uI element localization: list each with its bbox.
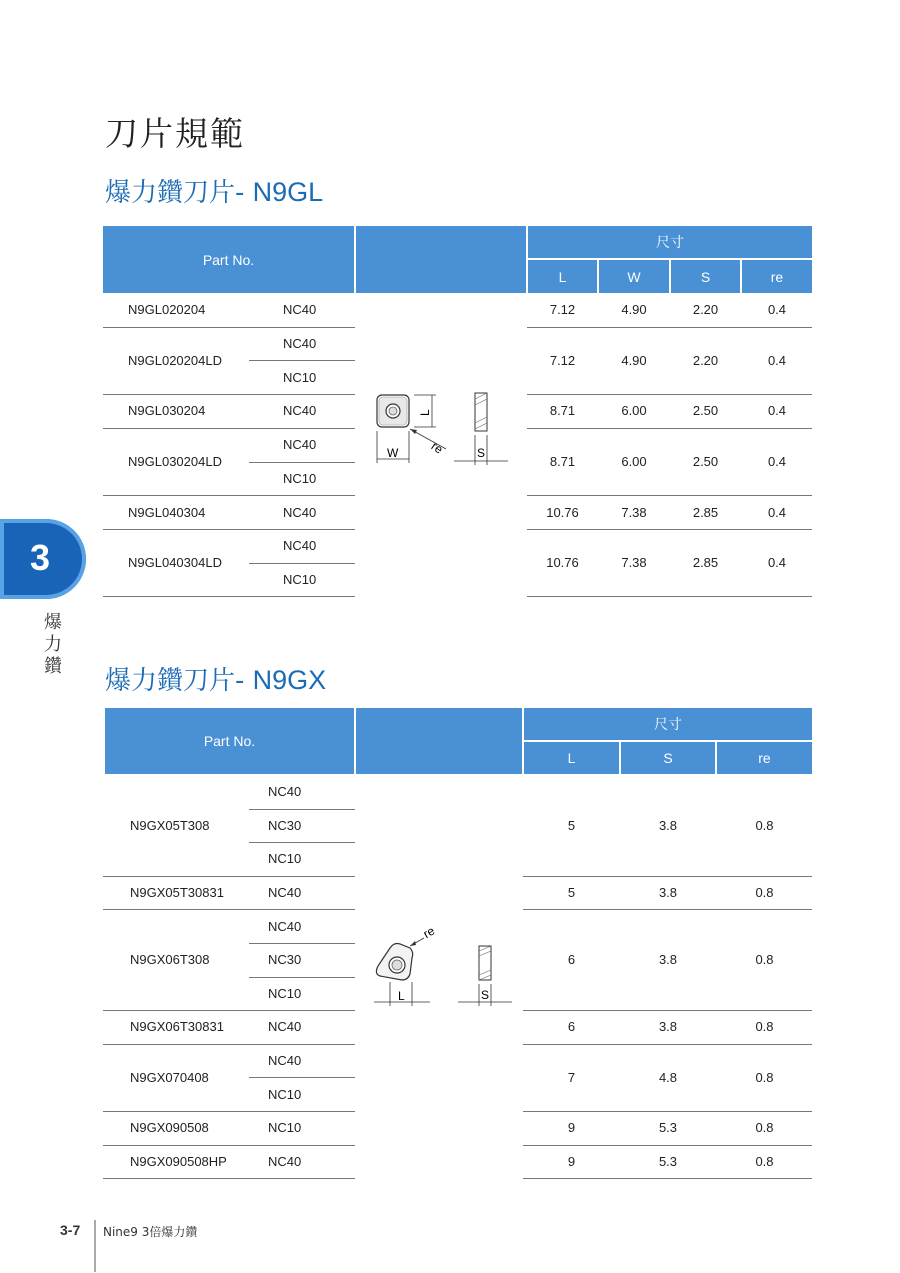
dim-L: 7.12	[549, 352, 576, 368]
dim-re: 0.4	[767, 302, 787, 318]
dim-re: 0.4	[767, 504, 787, 520]
dim-W: 7.38	[621, 555, 647, 571]
grade: NC10	[268, 1120, 302, 1136]
page-number: 3-7	[60, 1222, 81, 1238]
diagram-label-S: S	[477, 446, 486, 460]
col-header-dims: 尺寸	[528, 226, 812, 258]
col-header-re: re	[742, 260, 812, 293]
grade: NC40	[268, 784, 302, 800]
dim-re: 0.8	[755, 817, 774, 833]
chapter-number: 3	[30, 537, 51, 578]
dim-S: 3.8	[658, 885, 678, 901]
dim-S: 5.3	[658, 1153, 678, 1169]
dim-S: 2.20	[692, 302, 719, 318]
col-header-L: L	[528, 260, 597, 293]
dim-S: 4.8	[658, 1069, 678, 1085]
section-title-cn: 爆力鑽刀片-	[105, 178, 253, 208]
grade: NC40	[283, 336, 317, 352]
grade: NC10	[283, 470, 317, 486]
chapter-tab	[0, 519, 86, 599]
row-divider	[103, 596, 355, 597]
grade: NC40	[268, 1153, 302, 1169]
part-number: N9GX06T30831	[130, 1019, 224, 1035]
grade: NC10	[268, 851, 302, 867]
dim-L: 8.71	[549, 403, 576, 419]
part-number: N9GX090508HP	[130, 1153, 227, 1169]
grade: NC40	[283, 538, 317, 554]
dim-re: 0.8	[755, 1069, 774, 1085]
dim-S: 5.3	[658, 1120, 678, 1136]
col-header-image	[356, 708, 522, 774]
dim-S: 3.8	[658, 1019, 678, 1035]
grade: NC10	[268, 985, 302, 1001]
col-header-L: L	[524, 742, 619, 774]
dim-S: 3.8	[658, 817, 678, 833]
dim-W: 6.00	[621, 403, 647, 419]
dim-re: 0.8	[755, 1019, 774, 1035]
dim-W: 7.38	[621, 504, 647, 520]
part-number: N9GL030204	[128, 403, 206, 419]
grade: NC40	[268, 1053, 302, 1069]
dim-L: 9	[567, 1153, 576, 1169]
n9gx-insert-diagram	[368, 918, 516, 1010]
dim-re: 0.4	[767, 352, 787, 368]
section-title-n9gx	[105, 660, 326, 697]
grade: NC40	[268, 885, 302, 901]
diagram-label-S: S	[481, 988, 490, 1002]
col-header-part: Part No.	[105, 708, 354, 774]
dim-re: 0.8	[755, 1153, 774, 1169]
grade: NC30	[268, 817, 302, 833]
dim-L: 10.76	[546, 555, 579, 571]
diagram-label-L: L	[418, 409, 432, 416]
part-number: N9GX070408	[130, 1069, 209, 1085]
dim-S: 2.20	[692, 352, 719, 368]
diagram-label-L: L	[398, 989, 405, 1003]
dim-L: 10.76	[546, 504, 579, 520]
section-title-code: N9GX	[252, 665, 327, 695]
part-number: N9GL030204LD	[128, 453, 222, 469]
col-header-image	[356, 226, 526, 293]
dim-S: 3.8	[658, 952, 678, 968]
diagram-label-re: re	[420, 923, 438, 942]
grade: NC10	[283, 571, 317, 587]
col-header-S: S	[671, 260, 740, 293]
dim-re: 0.4	[767, 403, 787, 419]
grade: NC40	[283, 437, 317, 453]
part-number: N9GL040304	[128, 504, 206, 520]
dim-S: 2.85	[692, 555, 719, 571]
dim-L: 5	[567, 817, 576, 833]
grade: NC40	[283, 504, 317, 520]
dim-L: 7.12	[549, 302, 576, 318]
col-header-part: Part No.	[103, 226, 354, 293]
dim-L: 5	[567, 885, 576, 901]
grade: NC40	[268, 1019, 302, 1035]
part-number: N9GL020204LD	[128, 352, 222, 368]
footer-divider	[94, 1220, 96, 1272]
part-number: N9GX05T308	[130, 817, 210, 833]
grade: NC40	[283, 302, 317, 318]
dim-L: 6	[567, 1019, 576, 1035]
part-number: N9GX090508	[130, 1120, 209, 1136]
grade: NC10	[283, 369, 317, 385]
grade: NC40	[283, 403, 317, 419]
row-divider	[523, 1178, 812, 1179]
grade: NC40	[268, 918, 302, 934]
grade: NC30	[268, 952, 302, 968]
row-divider	[103, 1178, 355, 1179]
dim-L: 6	[567, 952, 576, 968]
dim-W: 6.00	[621, 453, 647, 469]
footer-text: Nine9 3倍爆力鑽	[103, 1225, 198, 1239]
dim-re: 0.8	[755, 885, 774, 901]
dim-L: 7	[567, 1069, 576, 1085]
dim-re: 0.4	[767, 555, 787, 571]
n9gl-insert-diagram	[370, 385, 515, 470]
col-header-dims: 尺寸	[524, 708, 812, 740]
part-number: N9GX05T30831	[130, 885, 224, 901]
dim-re: 0.4	[767, 453, 787, 469]
row-divider	[527, 596, 812, 597]
section-title-n9gl	[105, 172, 323, 209]
dim-L: 9	[567, 1120, 576, 1136]
dim-W: 4.90	[621, 302, 647, 318]
dim-S: 2.50	[692, 453, 719, 469]
dim-W: 4.90	[621, 352, 647, 368]
col-header-re: re	[717, 742, 812, 774]
dim-re: 0.8	[755, 1120, 774, 1136]
chapter-label: 爆力鑽	[44, 612, 62, 677]
part-number: N9GL020204	[128, 302, 206, 318]
diagram-label-W: W	[387, 446, 399, 460]
col-header-W: W	[599, 260, 669, 293]
part-number: N9GL040304LD	[128, 555, 222, 571]
dim-re: 0.8	[755, 952, 774, 968]
section-title-code: N9GL	[252, 177, 324, 207]
dim-S: 2.50	[692, 403, 719, 419]
dim-S: 2.85	[692, 504, 719, 520]
dim-L: 8.71	[549, 453, 576, 469]
grade: NC10	[268, 1086, 302, 1102]
col-header-S: S	[621, 742, 715, 774]
section-title-cn: 爆力鑽刀片-	[105, 666, 253, 696]
page-title: 刀片規範	[105, 114, 245, 153]
diagram-label-re: re	[428, 438, 446, 457]
part-number: N9GX06T308	[130, 952, 210, 968]
